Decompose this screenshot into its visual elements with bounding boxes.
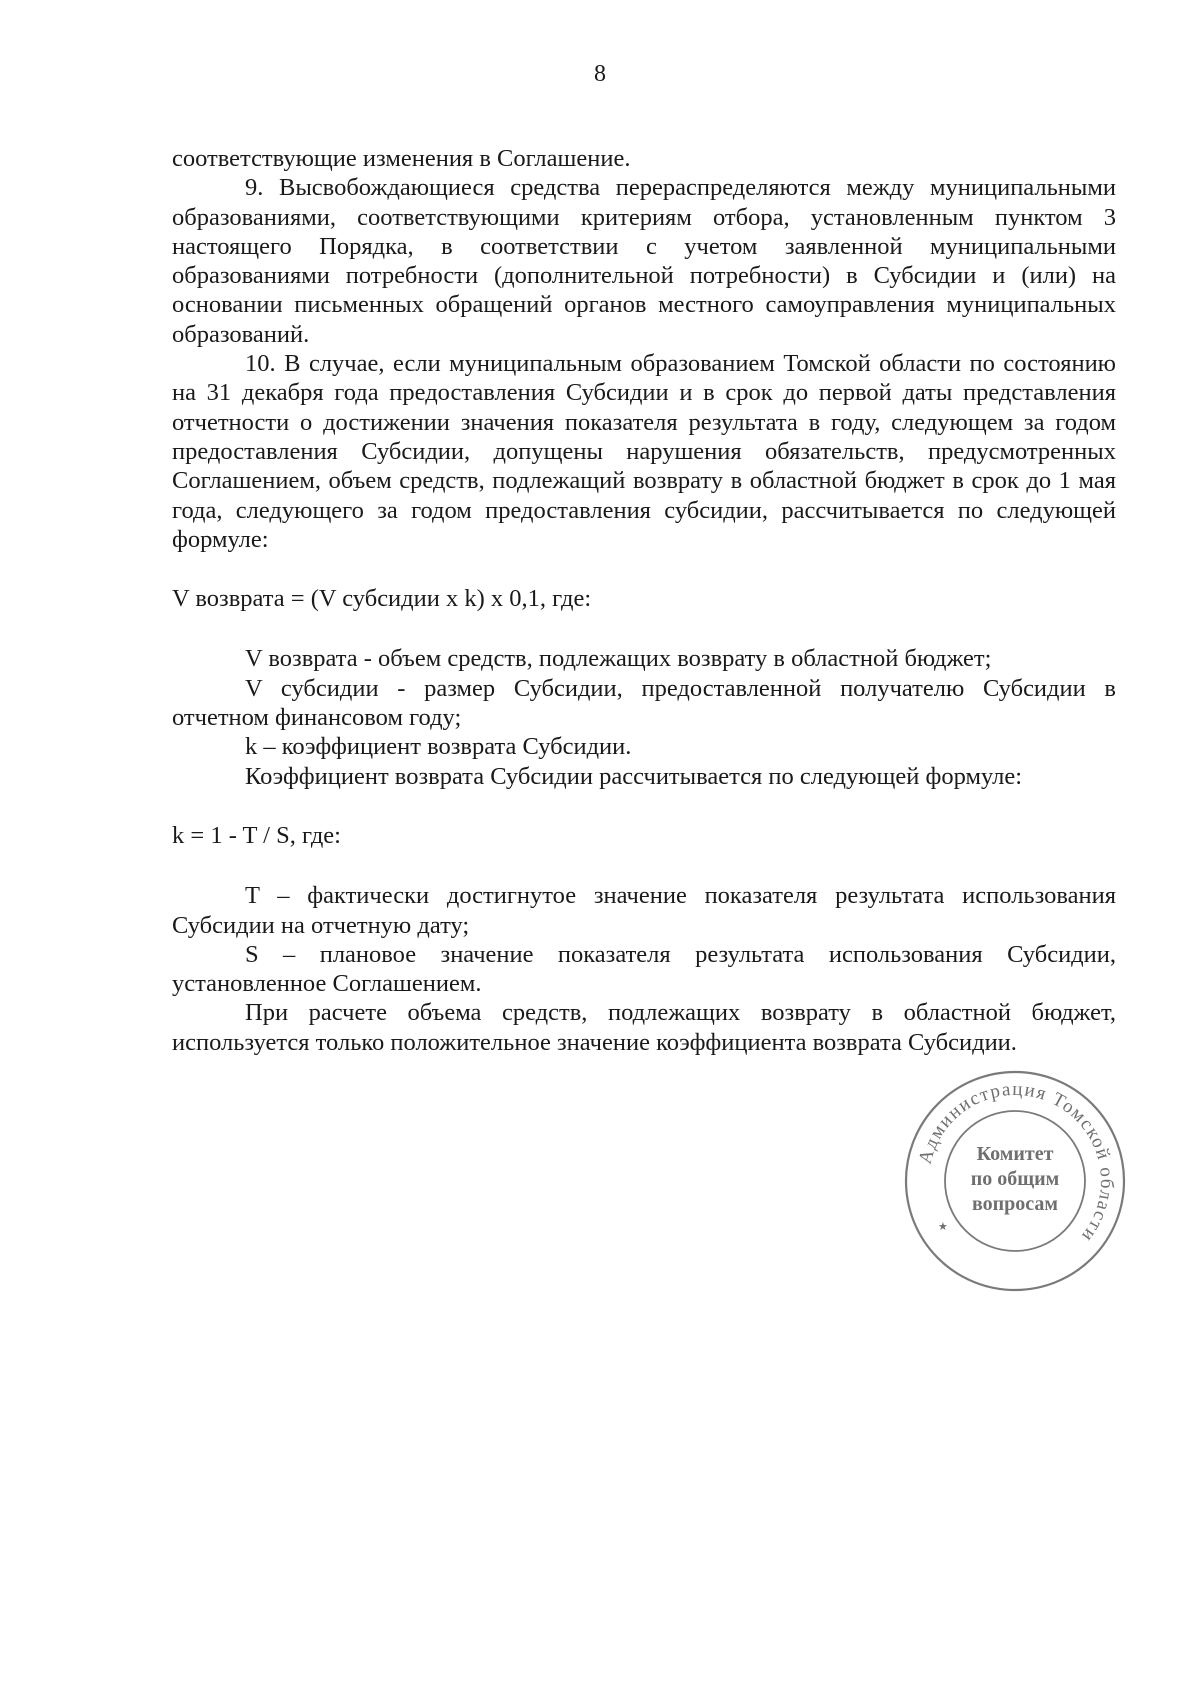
closing-note: При расчете объема средств, подлежащих возврату в областной бюджет, используется только положительное значение коэффициента возврата Субсидии.	[172, 999, 1116, 1056]
paragraph-continuation: соответствующие изменения в Соглашение.	[172, 145, 631, 172]
seal-ring-text: Администрация Томской области	[914, 1078, 1118, 1247]
coefficient-intro: Коэффициент возврата Субсидии рассчитывается по следующей формуле:	[245, 762, 1023, 790]
definition-s: S – плановое значение показателя результата использования Субсидии, установленное Соглашением.	[172, 940, 1116, 998]
formula-refund-volume: V возврата = (V субсидии x k) x 0,1, где:	[172, 585, 592, 613]
definition-v-subsidy: V субсидии - размер Субсидии, предоставленной получателю Субсидии в отчетном финансовом году;	[172, 674, 1116, 732]
seal-center-line-2: по общим	[970, 1168, 1060, 1190]
definition-v-refund: V возврата - объем средств, подлежащих возврату в областной бюджет;	[245, 645, 992, 673]
document-body	[172, 144, 1116, 1057]
definition-t: T – фактически достигнутое значение показателя результата использования Субсидии на отчетную дату;	[172, 882, 1116, 939]
formula-coefficient: k = 1 - T / S, где:	[172, 821, 341, 849]
seal-center-line-1: Комитет	[976, 1143, 1054, 1165]
official-seal	[898, 1064, 1132, 1298]
seal-center-line-3: вопросам	[971, 1193, 1059, 1215]
paragraph-item-9: 9. Высвобождающиеся средства перераспределяются между муниципальными образованиями, соответствующими критериям отбора, установленным пунктом 3 настоящего Порядка, в соответствии с учетом заявленной муниципальными образованиями потребности (дополнительной потребности) в Субсидии и (или) на основании письменных обращений органов местного самоуправления муниципальных образований.	[172, 174, 1116, 348]
seal-star-icon: ★	[938, 1220, 948, 1233]
definition-k: k – коэффициент возврата Субсидии.	[245, 733, 632, 761]
seal-graphic	[898, 1064, 1132, 1298]
paragraph-item-10: 10. В случае, если муниципальным образованием Томской области по состоянию на 31 декабря года предоставления Субсидии и в срок до первой даты представления отчетности о достижении значения показателя результата в году, следующем за годом предоставления Субсидии, допущены нарушения обязательств, предусмотренных Соглашением, объем средств, подлежащий возврату в областной бюджет в срок до 1 мая года, следующего за годом предоставления субсидии, рассчитывается по следующей формуле:	[172, 350, 1116, 553]
page-number: 8	[594, 61, 606, 87]
